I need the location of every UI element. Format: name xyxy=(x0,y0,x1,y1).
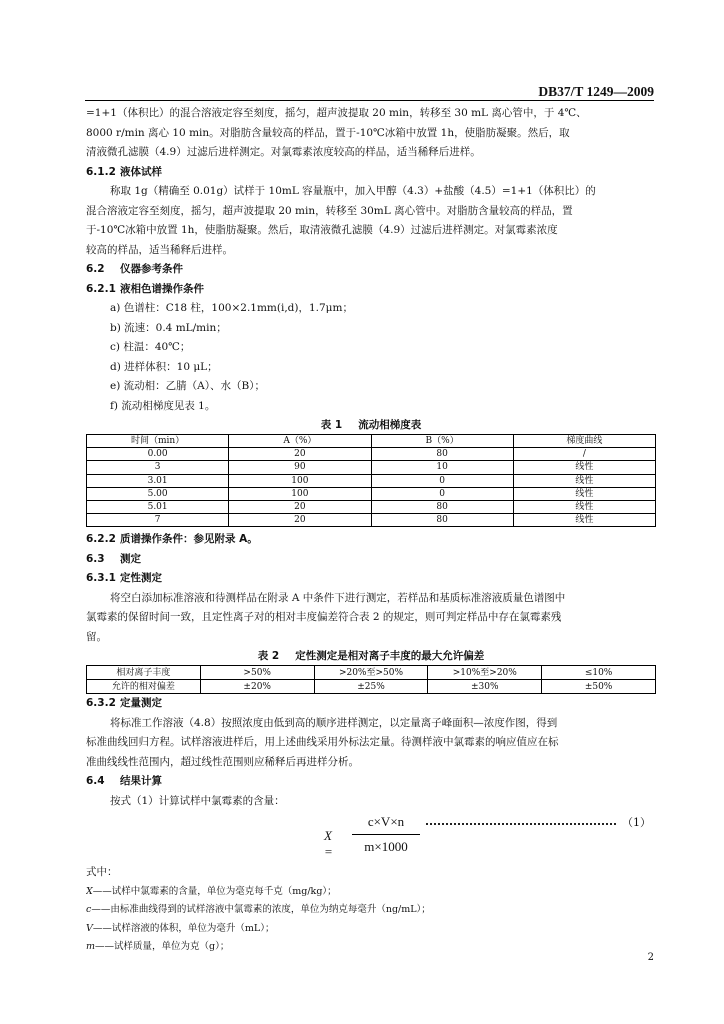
table1-caption xyxy=(86,416,656,434)
section-number: 6.3.2 xyxy=(86,697,116,710)
table-row xyxy=(87,514,656,527)
formula-denominator: m×1000 xyxy=(364,839,408,855)
section-title: 液体试样 xyxy=(120,165,162,178)
table-row xyxy=(87,448,656,461)
where-label: 式中： xyxy=(86,866,118,879)
section-number: 6.2.2 xyxy=(86,533,116,546)
table-cell: 允许的相对偏差 xyxy=(87,680,201,694)
column-header: A（%） xyxy=(229,435,371,448)
section-title: 质谱操作条件：参见附录 A。 xyxy=(120,533,258,546)
list-item: b) 流速：0.4 mL/min； xyxy=(110,321,227,334)
table-title: 流动相梯度表 xyxy=(358,419,422,431)
column-header: B（%） xyxy=(371,435,513,448)
section-heading-6-3-2 xyxy=(86,694,656,714)
table-cell: 7 xyxy=(87,514,229,527)
table-cell: 100 xyxy=(229,474,371,487)
table-cell: 10 xyxy=(371,461,513,474)
table-label: 表 1 xyxy=(320,419,343,431)
section-title: 测定 xyxy=(120,552,141,565)
variable-description: ——由标准曲线得到的试样溶液中氯霉素的浓度，单位为纳克每毫升（ng/mL）； xyxy=(91,904,431,916)
paragraph-line: =1+1（体积比）的混合溶液定容至刻度，摇匀，超声波提取 20 min，转移至 30 mL 离心管中，于 4℃、 xyxy=(86,107,587,119)
table-cell: 3.01 xyxy=(87,474,229,487)
table-cell: 线性 xyxy=(513,514,655,527)
definition-line xyxy=(86,920,656,939)
table-cell: 90 xyxy=(229,461,371,474)
paragraph-line: 准曲线线性范围内，超过线性范围则应稀释后再进样分析。 xyxy=(86,755,359,768)
table-title: 定性测定是相对离子丰度的最大允许偏差 xyxy=(295,650,485,663)
variable-symbol: c xyxy=(86,904,92,916)
table-cell: 80 xyxy=(371,514,513,527)
table-cell: 3 xyxy=(87,461,229,474)
table2-ion-abundance xyxy=(86,665,656,694)
definition-line xyxy=(86,883,656,902)
list-item: d) 进样体积：10 μL； xyxy=(110,360,218,373)
section-title: 仪器参考条件 xyxy=(120,263,183,275)
section-title: 定量测定 xyxy=(120,697,162,710)
variable-description: ——试样溶液的体积，单位为毫升（mL）； xyxy=(92,922,275,934)
table-cell: >20%至>50% xyxy=(314,666,428,680)
table-cell: 5.01 xyxy=(87,500,229,513)
table-cell: 线性 xyxy=(513,461,655,474)
section-heading-6-1-2 xyxy=(86,163,656,183)
paragraph-line: 留。 xyxy=(86,630,107,643)
page-number: 2 xyxy=(647,952,654,963)
table-cell: 相对离子丰度 xyxy=(87,666,201,680)
equation-number: （1） xyxy=(622,816,651,830)
table-cell: ±25% xyxy=(314,680,428,694)
table-cell: 线性 xyxy=(513,474,655,487)
paragraph-line: 清液微孔滤膜（4.9）过滤后进样测定。对氯霉素浓度较高的样品，适当稀释后进样。 xyxy=(86,146,481,158)
section-title: 定性测定 xyxy=(120,572,162,585)
formula-intro: 按式（1）计算试样中氯霉素的含量： xyxy=(110,794,285,807)
table-row xyxy=(87,666,656,680)
paragraph-line: 标准曲线回归方程。试样溶液进样后，用上述曲线采用外标法定量。待测样液中氯霉素的响应值应在标 xyxy=(86,736,559,749)
variable-description: ——试样中氯霉素的含量，单位为毫克每千克（mg/kg）； xyxy=(92,885,337,897)
variable-symbol: V xyxy=(86,922,93,934)
definition-line xyxy=(86,938,656,957)
table-cell: >50% xyxy=(200,666,314,680)
section-number: 6.3 xyxy=(86,552,105,565)
list-item: f) 流动相梯度见表 1。 xyxy=(110,399,216,412)
paragraph-line: 将标准工作溶液（4.8）按照浓度由低到高的顺序进样测定，以定量离子峰面积—浓度作图，得到 xyxy=(110,716,558,729)
table-cell: 线性 xyxy=(513,487,655,500)
formula-numerator: c×V×n xyxy=(367,814,405,830)
paragraph-line: 混合溶液定容至刻度，摇匀，超声波提取 20 min，转移至 30mL 离心管中。对脂肪含量较高的样品，置 xyxy=(86,204,573,217)
definition-line xyxy=(86,901,656,920)
column-header: 时间（min） xyxy=(87,435,229,448)
paragraph-line: 于-10℃冰箱中放置 1h，使脂肪凝聚。然后，取清液微孔滤膜（4.9）过滤后进样测定。对氯霉素浓度 xyxy=(86,224,558,236)
formula-lhs: X = xyxy=(324,828,333,860)
table-cell: ≤10% xyxy=(542,666,656,680)
table-row xyxy=(87,500,656,513)
table-label: 表 2 xyxy=(257,650,280,663)
table-cell: >10%至>20% xyxy=(428,666,542,680)
table-cell: 线性 xyxy=(513,500,655,513)
header-rule xyxy=(85,100,654,101)
table-header-row xyxy=(87,435,656,448)
table-cell: 80 xyxy=(371,500,513,513)
table1-gradient xyxy=(86,434,656,527)
document-id: DB37/T 1249—2009 xyxy=(538,84,654,99)
section-heading-6-2-2 xyxy=(86,530,656,550)
fraction-bar xyxy=(352,834,420,835)
table-cell: ±50% xyxy=(542,680,656,694)
section-number: 6.2 xyxy=(86,263,105,275)
section-number: 6.4 xyxy=(86,775,105,788)
page-body xyxy=(86,104,656,957)
table-cell: 100 xyxy=(229,487,371,500)
section-heading-6-4 xyxy=(86,772,656,792)
table-cell: / xyxy=(513,448,655,461)
formula-1 xyxy=(86,811,656,863)
section-title: 液相色谱操作条件 xyxy=(120,282,204,295)
paragraph-line: 将空白添加标准溶液和待测样品在附录 A 中条件下进行测定，若样品和基质标准溶液质量色谱图中 xyxy=(110,591,566,604)
variable-symbol: X xyxy=(86,885,93,897)
table-cell: 0 xyxy=(371,487,513,500)
section-heading-6-3-1 xyxy=(86,569,656,589)
section-number: 6.1.2 xyxy=(86,165,116,178)
list-item: c) 柱温：40℃； xyxy=(110,341,191,353)
table-cell: ±30% xyxy=(428,680,542,694)
paragraph-line: 氯霉素的保留时间一致，且定性离子对的相对丰度偏差符合表 2 的规定，则可判定样品中存在氯霉素残 xyxy=(86,611,562,624)
paragraph-line: 称取 1g（精确至 0.01g）试样于 10mL 容量瓶中，加入甲醇（4.3）+盐酸（4.5）=1+1（体积比）的 xyxy=(110,185,596,197)
section-number: 6.3.1 xyxy=(86,572,116,585)
section-title: 结果计算 xyxy=(120,775,162,788)
table-row xyxy=(87,680,656,694)
table-cell: 5.00 xyxy=(87,487,229,500)
table-row xyxy=(87,474,656,487)
variable-description: ——试样质量，单位为克（g）； xyxy=(95,941,230,953)
table-cell: 80 xyxy=(371,448,513,461)
paragraph-line: 较高的样品，适当稀释后进样。 xyxy=(86,243,233,256)
dot-leader xyxy=(426,823,616,825)
table-row xyxy=(87,487,656,500)
section-number: 6.2.1 xyxy=(86,282,116,295)
table-row xyxy=(87,461,656,474)
list-item: a) 色谱柱：C18 柱，100×2.1mm(i,d)，1.7μm； xyxy=(110,302,353,314)
section-heading-6-2 xyxy=(86,260,656,280)
column-header: 梯度曲线 xyxy=(513,435,655,448)
table-cell: 20 xyxy=(229,500,371,513)
paragraph-line: 8000 r/min 离心 10 min。对脂肪含量较高的样品，置于-10℃冰箱中放置 1h，使脂肪凝聚。然后，取 xyxy=(86,126,570,139)
list-item: e) 流动相：乙腈（A）、水（B）； xyxy=(110,380,265,392)
table2-caption xyxy=(86,647,656,665)
table-cell: 20 xyxy=(229,448,371,461)
table-cell: 0 xyxy=(371,474,513,487)
table-cell: 20 xyxy=(229,514,371,527)
table-cell: ±20% xyxy=(200,680,314,694)
variable-definitions xyxy=(86,883,656,957)
section-heading-6-3 xyxy=(86,550,656,570)
table-cell: 0.00 xyxy=(87,448,229,461)
section-heading-6-2-1 xyxy=(86,280,656,300)
variable-symbol: m xyxy=(86,941,96,953)
